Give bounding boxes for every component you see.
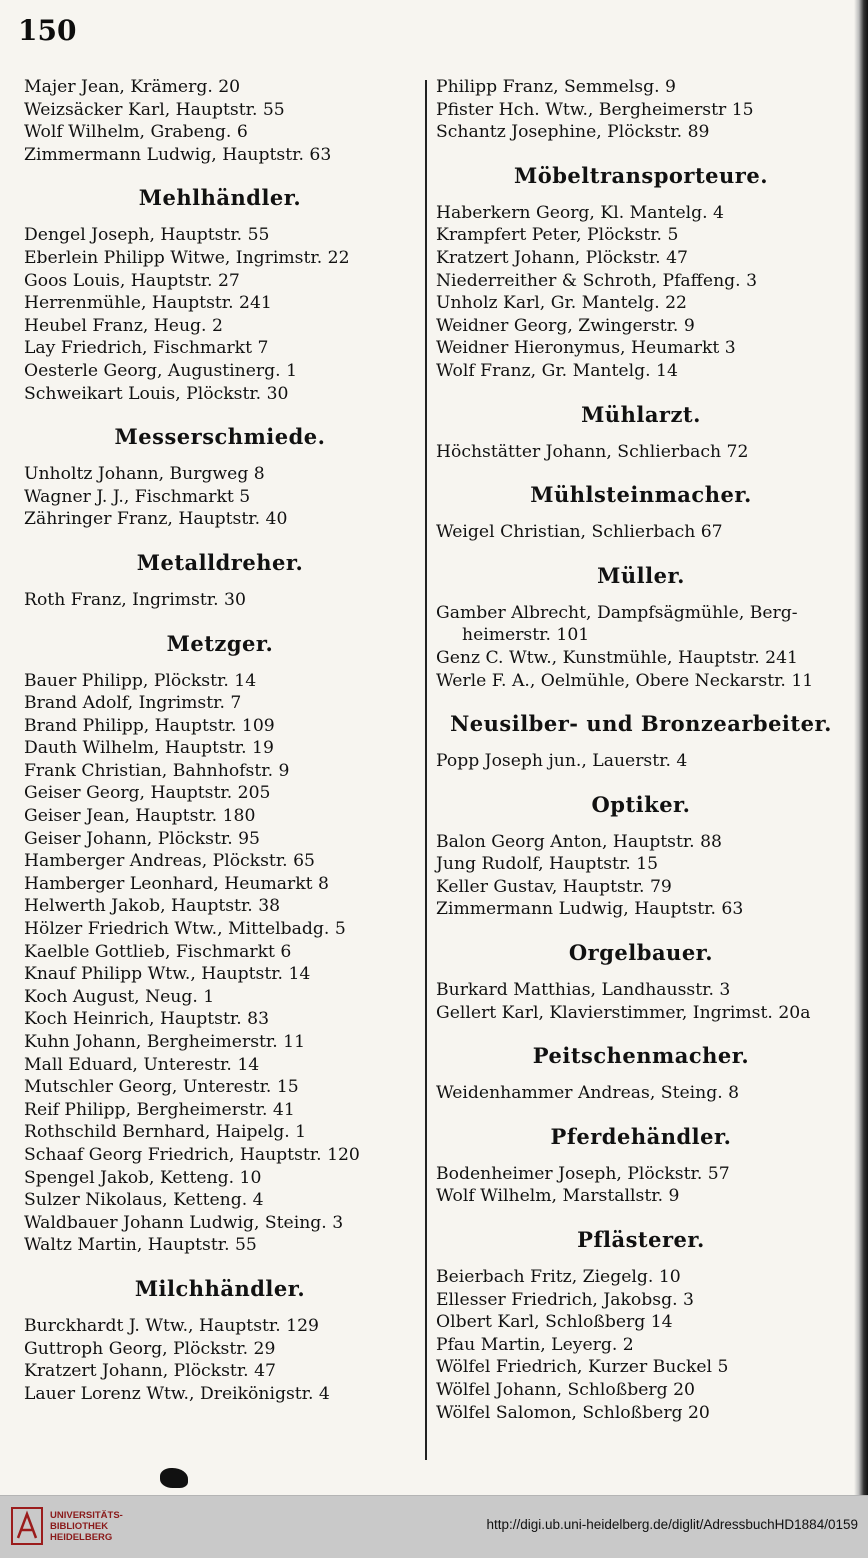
section-heading: Pferdehändler. [550, 1123, 732, 1149]
directory-entry: Eberlein Philipp Witwe, Ingrimstr. 22 [24, 247, 350, 268]
directory-entry: Höchstätter Johann, Schlierbach 72 [436, 441, 749, 462]
directory-entry: Wolf Wilhelm, Marstallstr. 9 [436, 1186, 680, 1207]
directory-entry: Wolf Franz, Gr. Mantelg. 14 [436, 360, 678, 381]
directory-entry: Kuhn Johann, Bergheimerstr. 11 [24, 1032, 306, 1052]
directory-entry: Zimmermann Ludwig, Hauptstr. 63 [436, 899, 744, 920]
directory-entry: Herrenmühle, Hauptstr. 241 [24, 293, 272, 314]
directory-entry: Zimmermann Ludwig, Hauptstr. 63 [24, 144, 332, 165]
directory-entry: Genz C. Wtw., Kunstmühle, Hauptstr. 241 [436, 647, 798, 668]
directory-entry: Kaelble Gottlieb, Fischmarkt 6 [24, 941, 292, 962]
directory-entry: Lay Friedrich, Fischmarkt 7 [24, 338, 269, 359]
directory-entry: Kratzert Johann, Plöckstr. 47 [24, 1361, 276, 1382]
directory-entry: Rothschild Bernhard, Haipelg. 1 [24, 1122, 307, 1143]
directory-entry: Wölfel Johann, Schloßberg 20 [436, 1380, 695, 1400]
directory-entry: Bodenheimer Joseph, Plöckstr. 57 [436, 1163, 730, 1184]
directory-entry: Wagner J. J., Fischmarkt 5 [24, 486, 251, 507]
section-heading: Mühlsteinmacher. [530, 482, 752, 508]
page-number: 150 [18, 14, 77, 47]
section-heading: Optiker. [591, 791, 691, 817]
directory-entry: Pfau Martin, Leyerg. 2 [436, 1334, 634, 1355]
directory-entry: Weidner Hieronymus, Heumarkt 3 [436, 338, 736, 359]
section-heading: Peitschenmacher. [532, 1043, 750, 1069]
directory-entry: Geiser Georg, Hauptstr. 205 [24, 783, 271, 804]
section-heading: Mühlarzt. [581, 401, 701, 427]
directory-entry: Burkard Matthias, Landhausstr. 3 [436, 980, 731, 1001]
directory-entry: Wölfel Friedrich, Kurzer Buckel 5 [436, 1357, 729, 1378]
library-name-line-3: HEIDELBERG [50, 1532, 113, 1543]
directory-entry: Kratzert Johann, Plöckstr. 47 [436, 247, 688, 268]
section-heading: Mehlhändler. [138, 185, 302, 211]
section-heading: Müller. [597, 562, 685, 588]
directory-entry: Mutschler Georg, Unterestr. 15 [24, 1077, 299, 1098]
section-heading: Pflästerer. [577, 1227, 705, 1253]
directory-entry: Dauth Wilhelm, Hauptstr. 19 [24, 738, 274, 759]
section-heading: Metzger. [166, 630, 274, 656]
directory-entry: Haberkern Georg, Kl. Mantelg. 4 [436, 202, 724, 223]
directory-entry: Werle F. A., Oelmühle, Obere Neckarstr. 11 [436, 670, 814, 691]
directory-entry: Unholz Karl, Gr. Mantelg. 22 [436, 293, 687, 314]
page-edge-shadow [854, 0, 868, 1495]
directory-entry: Guttroph Georg, Plöckstr. 29 [24, 1338, 276, 1359]
directory-entry: Brand Philipp, Hauptstr. 109 [24, 715, 275, 736]
directory-entry: Geiser Jean, Hauptstr. 180 [24, 806, 256, 827]
directory-entry: Frank Christian, Bahnhofstr. 9 [24, 760, 290, 781]
left-column [24, 76, 416, 1405]
right-column [436, 76, 846, 1424]
ink-blot [160, 1468, 188, 1488]
directory-entry: Spengel Jakob, Ketteng. 10 [24, 1167, 262, 1188]
directory-entry: Wolf Wilhelm, Grabeng. 6 [24, 122, 248, 143]
directory-entry: Weizsäcker Karl, Hauptstr. 55 [24, 99, 285, 120]
directory-entry: Ellesser Friedrich, Jakobsg. 3 [436, 1289, 694, 1310]
directory-entry: Roth Franz, Ingrimstr. 30 [24, 589, 246, 610]
directory-entry: Zähringer Franz, Hauptstr. 40 [24, 509, 288, 530]
directory-entry: Koch August, Neug. 1 [24, 986, 215, 1007]
directory-entry: Krampfert Peter, Plöckstr. 5 [436, 225, 679, 246]
directory-entry: Gellert Karl, Klavierstimmer, Ingrimst. 20a [436, 1002, 811, 1023]
directory-entry: Oesterle Georg, Augustinerg. 1 [24, 360, 298, 381]
directory-entry: Niederreither & Schroth, Pfaffeng. 3 [436, 270, 757, 291]
directory-entry: Koch Heinrich, Hauptstr. 83 [24, 1009, 270, 1030]
directory-entry: Lauer Lorenz Wtw., Dreikönigstr. 4 [24, 1383, 330, 1404]
directory-entry-continuation: heimerstr. 101 [462, 625, 590, 646]
directory-entry: Majer Jean, Krämerg. 20 [24, 77, 241, 97]
directory-entry: Bauer Philipp, Plöckstr. 14 [24, 670, 257, 691]
directory-entry: Wölfel Salomon, Schloßberg 20 [436, 1402, 710, 1423]
directory-entry: Dengel Joseph, Hauptstr. 55 [24, 225, 270, 246]
directory-entry: Geiser Johann, Plöckstr. 95 [24, 828, 260, 849]
directory-entry: Weidner Georg, Zwingerstr. 9 [436, 315, 695, 336]
section-heading: Neusilber- und Bronzearbeiter. [450, 711, 832, 737]
directory-entry: Mall Eduard, Unterestr. 14 [24, 1054, 260, 1075]
library-name [50, 1510, 123, 1543]
directory-entry: Helwerth Jakob, Hauptstr. 38 [24, 896, 281, 917]
library-name-line-2: BIBLIOTHEK [50, 1521, 109, 1532]
viewer-footer [0, 1495, 868, 1558]
directory-entry: Schweikart Louis, Plöckstr. 30 [24, 383, 289, 404]
directory-entry: Olbert Karl, Schloßberg 14 [436, 1312, 673, 1333]
directory-entry: Reif Philipp, Bergheimerstr. 41 [24, 1099, 295, 1120]
directory-entry: Balon Georg Anton, Hauptstr. 88 [436, 831, 722, 852]
section-heading: Messerschmiede. [114, 424, 326, 450]
directory-entry: Beierbach Fritz, Ziegelg. 10 [436, 1267, 681, 1288]
directory-entry: Waldbauer Johann Ludwig, Steing. 3 [24, 1212, 344, 1233]
permalink-url[interactable]: http://digi.ub.uni-heidelberg.de/diglit/AdressbuchHD1884/0159 [486, 1517, 858, 1532]
directory-entry: Popp Joseph jun., Lauerstr. 4 [436, 751, 688, 772]
directory-entry: Pfister Hch. Wtw., Bergheimerstr 15 [436, 99, 754, 120]
library-name-line-1: UNIVERSITÄTS- [50, 1510, 123, 1521]
section-heading: Orgelbauer. [568, 940, 714, 966]
directory-entry: Weidenhammer Andreas, Steing. 8 [436, 1083, 740, 1104]
column-divider [425, 80, 427, 1460]
section-heading: Metalldreher. [136, 549, 304, 575]
directory-entry: Unholtz Johann, Burgweg 8 [24, 464, 265, 485]
directory-entry: Waltz Martin, Hauptstr. 55 [24, 1235, 257, 1256]
directory-entry: Schantz Josephine, Plöckstr. 89 [436, 122, 710, 143]
directory-entry: Brand Adolf, Ingrimstr. 7 [24, 693, 242, 714]
section-heading: Milchhändler. [134, 1275, 306, 1301]
section-heading: Möbeltransporteure. [513, 162, 769, 188]
directory-entry: Keller Gustav, Hauptstr. 79 [436, 876, 672, 897]
directory-entry: Philipp Franz, Semmelsg. 9 [436, 77, 676, 97]
directory-entry: Weigel Christian, Schlierbach 67 [436, 522, 723, 543]
directory-entry: Goos Louis, Hauptstr. 27 [24, 270, 240, 291]
directory-entry: Hamberger Andreas, Plöckstr. 65 [24, 851, 315, 872]
directory-entry: Knauf Philipp Wtw., Hauptstr. 14 [24, 964, 311, 985]
directory-entry: Heubel Franz, Heug. 2 [24, 315, 223, 336]
directory-entry: Hölzer Friedrich Wtw., Mittelbadg. 5 [24, 919, 346, 940]
directory-entry: Sulzer Nikolaus, Ketteng. 4 [24, 1190, 264, 1211]
directory-entry: Gamber Albrecht, Dampfsägmühle, Berg- [436, 602, 798, 623]
directory-entry: Burckhardt J. Wtw., Hauptstr. 129 [24, 1315, 319, 1336]
directory-entry: Jung Rudolf, Hauptstr. 15 [436, 854, 659, 875]
university-library-logo-icon [10, 1506, 44, 1546]
directory-entry: Hamberger Leonhard, Heumarkt 8 [24, 873, 329, 894]
directory-entry: Schaaf Georg Friedrich, Hauptstr. 120 [24, 1144, 360, 1165]
